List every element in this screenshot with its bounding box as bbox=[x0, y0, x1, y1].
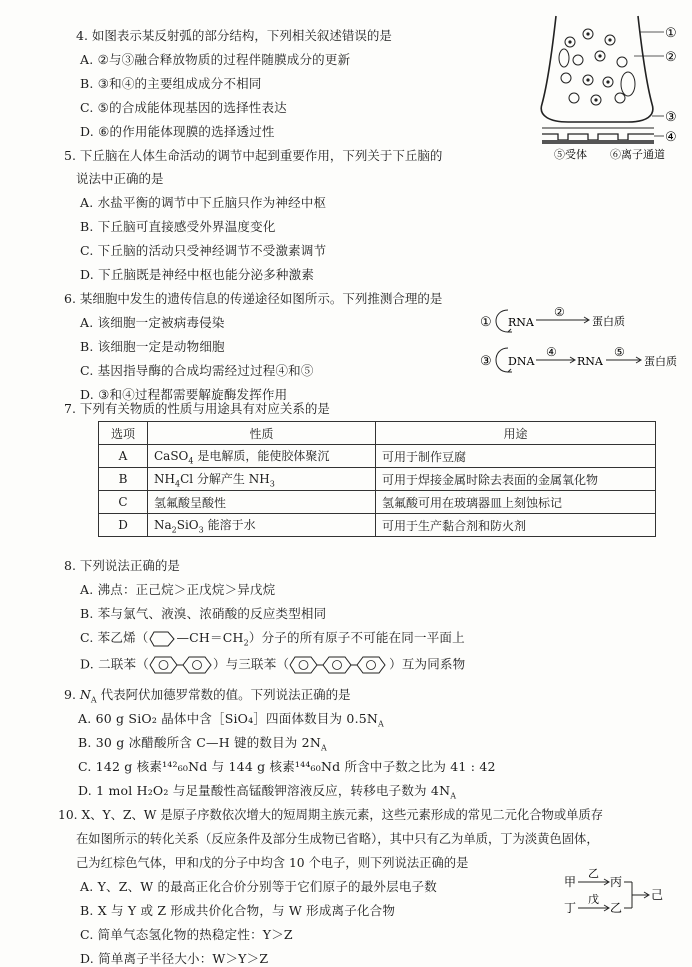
q10-option-c: C. 简单气态氢化物的热稳定性：Y＞Z bbox=[80, 927, 293, 942]
q9-option-a: A. 60 g SiO₂ 晶体中含［SiO₄］四面体数目为 $0.5N_A$ bbox=[78, 711, 385, 729]
synapse-label-4: ④ bbox=[665, 130, 677, 145]
header-property: 性质 bbox=[148, 422, 376, 445]
q5-option-d: D. 下丘脑既是神经中枢也能分泌多种激素 bbox=[80, 267, 315, 282]
benzene-ring-icon bbox=[148, 630, 176, 648]
synapse-label-1: ① bbox=[665, 26, 677, 41]
synapse-figure bbox=[528, 12, 688, 162]
q5-stem-line2: 说法中正确的是 bbox=[76, 171, 164, 186]
q5-option-a: A. 水盐平衡的调节中下丘脑只作为神经中枢 bbox=[80, 195, 327, 210]
q6-option-a: A. 该细胞一定被病毒侵染 bbox=[80, 315, 225, 330]
row-property: $Na_2SiO_3$ 能溶于水 bbox=[148, 514, 376, 537]
biphenyl-icon bbox=[149, 654, 213, 676]
q4-option-c: C. ⑤的合成能体现基因的选择性表达 bbox=[80, 100, 287, 115]
row-option: B bbox=[99, 468, 148, 491]
table-row bbox=[99, 514, 656, 537]
fig-ding: 丁 bbox=[564, 901, 577, 915]
row-option: C bbox=[99, 491, 148, 514]
fig-jia: 甲 bbox=[564, 875, 577, 889]
q7-table bbox=[98, 421, 656, 537]
flow-dna: DNA bbox=[508, 355, 535, 368]
flow-label-4: ④ bbox=[546, 345, 557, 359]
q4-stem: 4. 如图表示某反射弧的部分结构，下列相关叙述错误的是 bbox=[76, 28, 392, 43]
q10-option-a: A. Y、Z、W 的最高正化合价分别等于它们原子的最外层电子数 bbox=[80, 879, 437, 894]
q4-option-a: A. ②与③融合释放物质的过程伴随膜成分的更新 bbox=[80, 52, 351, 67]
row-use: 可用于生产黏合剂和防火剂 bbox=[376, 514, 656, 537]
q6-option-b: B. 该细胞一定是动物细胞 bbox=[80, 339, 225, 354]
flow-label-5: ⑤ bbox=[614, 345, 625, 359]
q8-option-a: A. 沸点：正己烷＞正戊烷＞异戊烷 bbox=[80, 582, 276, 597]
header-option: 选项 bbox=[99, 422, 148, 445]
flow-label-1: ① bbox=[480, 315, 492, 330]
row-property: $NH_4Cl$ 分解产生 $NH_3$ bbox=[148, 468, 376, 491]
row-use: 氢氟酸可用在玻璃器皿上刻蚀标记 bbox=[376, 491, 656, 514]
flow-protein: 蛋白质 bbox=[592, 315, 625, 328]
row-property: 氢氟酸呈酸性 bbox=[148, 491, 376, 514]
q9-stem: 9. $N_A$ 代表阿伏加德罗常数的值。下列说法正确的是 bbox=[64, 687, 351, 705]
q8-stem: 8. 下列说法正确的是 bbox=[64, 558, 180, 573]
fig-yi: 乙 bbox=[588, 868, 599, 880]
terphenyl-icon bbox=[289, 654, 389, 676]
q10-option-d: D. 简单离子半径大小：W＞Y＞Z bbox=[80, 951, 269, 966]
conversion-figure bbox=[562, 868, 682, 920]
q9-option-b: B. 30 g 冰醋酸所含 C—H 键的数目为 $2N_A$ bbox=[78, 735, 327, 753]
q7-stem: 7. 下列有关物质的性质与用途具有对应关系的是 bbox=[64, 401, 330, 416]
q4-option-d: D. ⑥的作用能体现膜的选择透过性 bbox=[80, 124, 275, 139]
fig-ji: 己 bbox=[651, 888, 664, 902]
q7-table-header bbox=[99, 422, 656, 445]
q10-stem-line2: 在如图所示的转化关系（反应条件及部分生成物已省略），其中只有乙为单质，丁为淡黄色固体， bbox=[76, 832, 599, 846]
header-use: 用途 bbox=[376, 422, 656, 445]
flow-rna-2: RNA bbox=[577, 355, 603, 368]
q8-option-c: C. 苯乙烯（ $—CH=CH_2$）分子的所有原子不可能在同一平面上 bbox=[80, 630, 465, 648]
synapse-label-3: ③ bbox=[665, 110, 677, 125]
row-option: A bbox=[99, 445, 148, 468]
fig-bing: 丙 bbox=[610, 875, 623, 889]
q10-stem-line3: 己为红棕色气体，甲和戊的分子中均含 10 个电子，则下列说法正确的是 bbox=[76, 856, 469, 870]
flow-protein-2: 蛋白质 bbox=[644, 355, 677, 368]
q5-stem-line1: 5. 下丘脑在人体生命活动的调节中起到重要作用，下列关于下丘脑的 bbox=[64, 148, 443, 163]
flow-rna: RNA bbox=[508, 316, 534, 329]
table-row bbox=[99, 491, 656, 514]
flow-label-2: ② bbox=[554, 305, 565, 319]
q9-option-d: D. 1 mol H₂O₂ 与足量酸性高锰酸钾溶液反应，转移电子数为 $4N_A$ bbox=[78, 783, 457, 801]
row-option: D bbox=[99, 514, 148, 537]
q10-option-b: B. X 与 Y 或 Z 形成共价化合物，与 W 形成离子化合物 bbox=[80, 903, 396, 918]
q6-option-d: D. ③和④过程都需要解旋酶发挥作用 bbox=[80, 387, 288, 402]
q10-stem-line1: 10. X、Y、Z、W 是原子序数依次增大的短周期主族元素，这些元素形成的常见二元化合物或单质存 bbox=[58, 808, 604, 822]
ion-channel-caption: ⑥离子通道 bbox=[610, 148, 665, 161]
q5-option-c: C. 下丘脑的活动只受神经调节不受激素调节 bbox=[80, 243, 327, 258]
genetic-flow-figure bbox=[478, 302, 686, 386]
row-use: 可用于焊接金属时除去表面的金属氧化物 bbox=[376, 468, 656, 491]
q8-option-d: D. 二联苯（ ）与三联苯（ ）互为同系物 bbox=[80, 654, 465, 676]
q9-option-c: C. 142 g 核素¹⁴²₆₀Nd 与 144 g 核素¹⁴⁴₆₀Nd 所含中子数之比为 41 : 42 bbox=[78, 759, 496, 774]
row-use: 可用于制作豆腐 bbox=[376, 445, 656, 468]
table-row bbox=[99, 445, 656, 468]
q8-option-b: B. 苯与氯气、液溴、浓硝酸的反应类型相同 bbox=[80, 606, 327, 621]
synapse-label-2: ② bbox=[665, 50, 677, 65]
table-row bbox=[99, 468, 656, 491]
fig-wu: 戊 bbox=[588, 893, 599, 906]
flow-label-3: ③ bbox=[480, 354, 492, 369]
q6-option-c: C. 基因指导酶的合成均需经过过程④和⑤ bbox=[80, 363, 314, 378]
q5-option-b: B. 下丘脑可直接感受外界温度变化 bbox=[80, 219, 276, 234]
row-property: CaSO$_4$ 是电解质，能使胶体聚沉 bbox=[148, 445, 376, 468]
fig-yi-2: 乙 bbox=[610, 901, 623, 915]
q4-option-b: B. ③和④的主要组成成分不相同 bbox=[80, 76, 262, 91]
receptor-caption: ⑤受体 bbox=[554, 148, 587, 161]
q6-stem: 6. 某细胞中发生的遗传信息的传递途径如图所示。下列推测合理的是 bbox=[64, 291, 443, 306]
